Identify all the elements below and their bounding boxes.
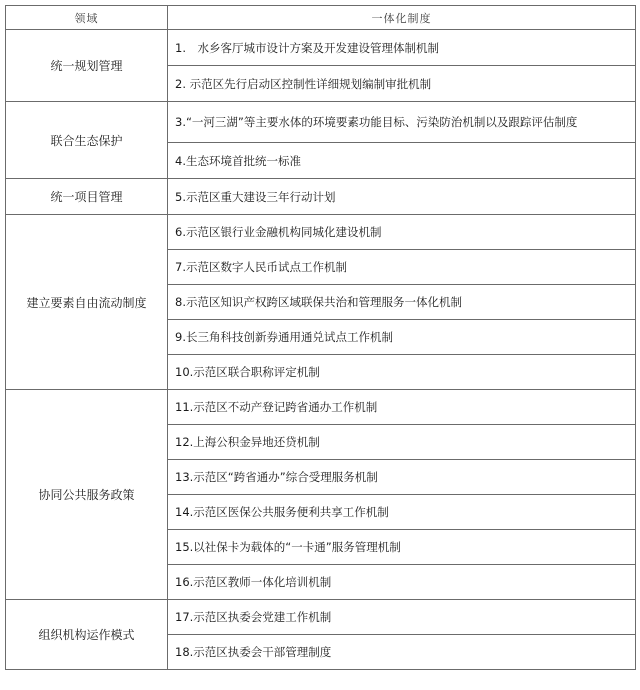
table-row: [6, 102, 636, 143]
system-cell: 8.示范区知识产权跨区域联保共治和管理服务一体化机制: [168, 285, 636, 320]
system-cell: 18.示范区执委会干部管理制度: [168, 635, 636, 670]
table-row: [6, 390, 636, 425]
domain-cell: 统一规划管理: [6, 30, 168, 102]
system-cell: 4.生态环境首批统一标准: [168, 143, 636, 179]
system-cell: 6.示范区银行业金融机构同城化建设机制: [168, 215, 636, 250]
system-cell: 12.上海公积金异地还贷机制: [168, 425, 636, 460]
system-cell: 7.示范区数字人民币试点工作机制: [168, 250, 636, 285]
header-domain: 领域: [6, 6, 168, 30]
system-cell: 10.示范区联合职称评定机制: [168, 355, 636, 390]
domain-cell: 建立要素自由流动制度: [6, 215, 168, 390]
system-cell: 14.示范区医保公共服务便利共享工作机制: [168, 495, 636, 530]
domain-cell: 组织机构运作模式: [6, 600, 168, 670]
system-cell: 11.示范区不动产登记跨省通办工作机制: [168, 390, 636, 425]
institution-table-container: [5, 5, 635, 670]
institution-table: [5, 5, 636, 670]
table-row: [6, 179, 636, 215]
system-cell: 2. 示范区先行启动区控制性详细规划编制审批机制: [168, 66, 636, 102]
table-row: [6, 600, 636, 635]
system-cell: 1. 水乡客厅城市设计方案及开发建设管理体制机制: [168, 30, 636, 66]
system-cell: 15.以社保卡为载体的“一卡通”服务管理机制: [168, 530, 636, 565]
domain-cell: 协同公共服务政策: [6, 390, 168, 600]
system-cell: 3.“一河三湖”等主要水体的环境要素功能目标、污染防治机制以及跟踪评估制度: [168, 102, 636, 143]
system-cell: 9.长三角科技创新券通用通兑试点工作机制: [168, 320, 636, 355]
table-header-row: [6, 6, 636, 30]
header-system: 一体化制度: [168, 6, 636, 30]
system-cell: 17.示范区执委会党建工作机制: [168, 600, 636, 635]
table-row: [6, 215, 636, 250]
system-cell: 5.示范区重大建设三年行动计划: [168, 179, 636, 215]
domain-cell: 联合生态保护: [6, 102, 168, 179]
system-cell: 13.示范区“跨省通办”综合受理服务机制: [168, 460, 636, 495]
table-row: [6, 30, 636, 66]
system-cell: 16.示范区教师一体化培训机制: [168, 565, 636, 600]
domain-cell: 统一项目管理: [6, 179, 168, 215]
